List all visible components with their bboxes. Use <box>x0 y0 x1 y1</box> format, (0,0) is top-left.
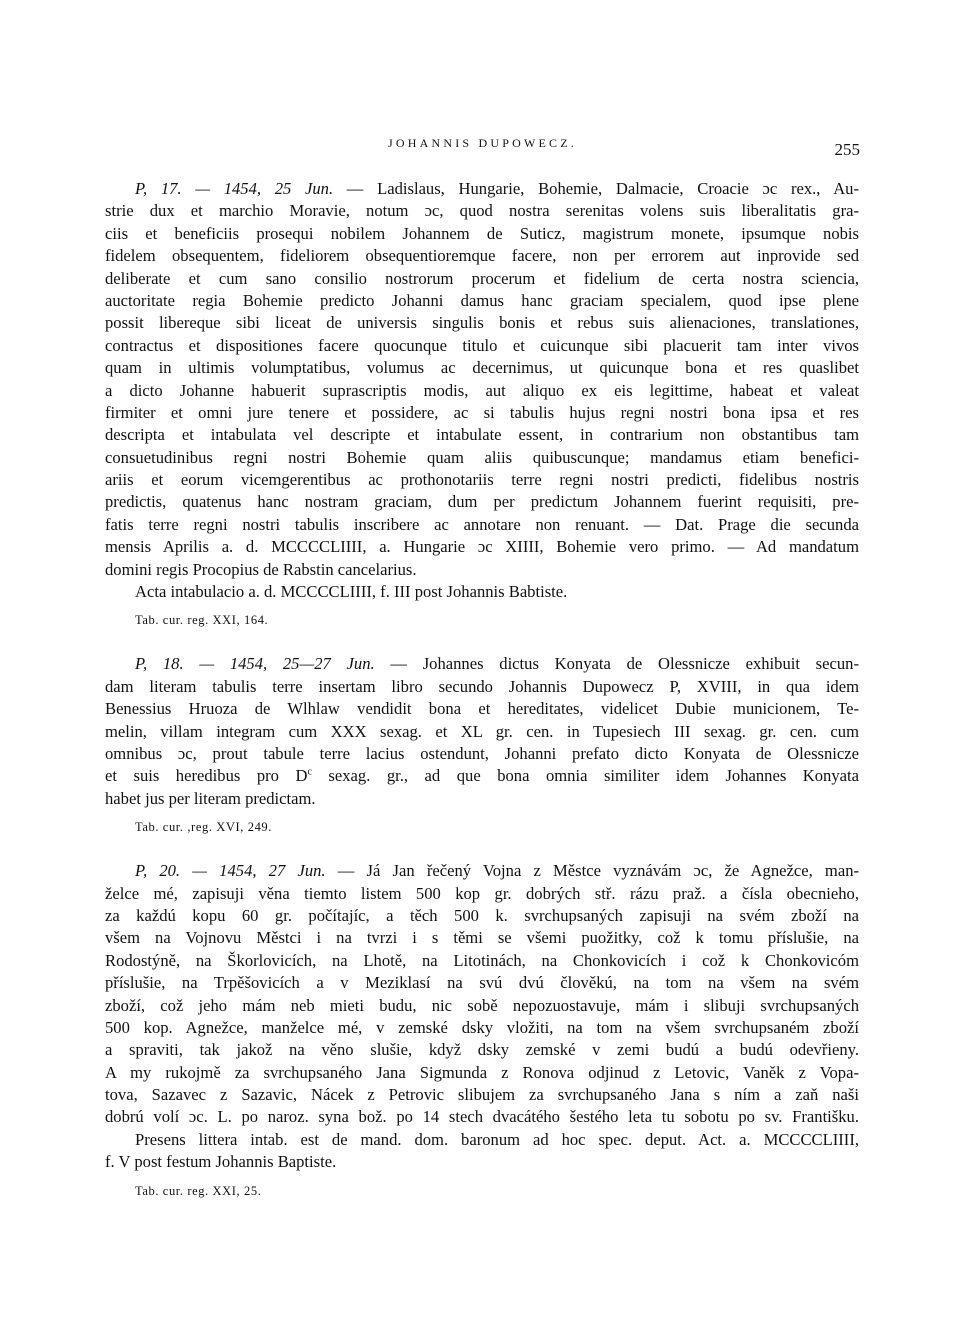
page-header <box>105 132 860 164</box>
text-block <box>105 178 859 1202</box>
text-line: contractus et dispositiones facere quocunque titulo et cuicunque sibi placuerit tam inter vivos <box>105 335 859 355</box>
text-line: příslušie, na Trpěšovicích a v Meziklasí na svú dvú člověkú, na tom na všem na svém <box>105 973 859 993</box>
text-line: predictis, quatenus hanc nostram graciam, dum per predictum Johannem fuerint requisiti, pre- <box>105 492 859 512</box>
text-line: ariis et eorum vicemgerentibus ac prothonotariis terre regni nostri predicti, fidelibus nostris <box>105 470 859 490</box>
text-line: melin, villam integram cum XXX sexag. et XL gr. cen. in Tupesiech III sexag. gr. cen. cum <box>105 721 859 741</box>
text-line: zboží, což jeho mám neb mieti budu, nic sobě nepozuostavuje, mám i slibuji svrchupsaných <box>105 995 859 1015</box>
text-line: ciis et beneficiis prosequi nobilem Johannem de Suticz, magistrum monete, ipsumque nobis <box>105 223 859 243</box>
source-citation: Tab. cur. ,reg. XVI, 249. <box>135 820 273 835</box>
entry-p18 <box>105 653 859 838</box>
text-line: fidelem obsequentem, fideliorem obsequentioremque facere, non per errorem aut inprovide sed <box>105 246 859 266</box>
text-line: Benessius Hruoza de Wlhlaw vendidit bona et hereditates, videlicet Dubie municionem, Te- <box>105 699 859 719</box>
text-line: A my rukojmě za svrchupsaného Jana Sigmunda z Ronova odjinud z Letovic, Vaněk z Vopa- <box>105 1062 859 1082</box>
entry-note: Acta intabulacio a. d. MCCCCLIIII, f. III post Johannis Babtiste. <box>135 582 568 602</box>
source-citation: Tab. cur. reg. XXI, 25. <box>135 1183 262 1198</box>
text-line: a spraviti, tak jakož na věno slušie, když dsky zemské v zemi budú a budú odevřieny. <box>105 1040 859 1060</box>
source-citation: Tab. cur. reg. XXI, 164. <box>135 613 269 628</box>
entry-lead: P, 20. — 1454, 27 Jun. <box>135 861 326 881</box>
text-line: deliberate et cum sano consilio nostrorum procerum et fidelium de certa nostra sciencia, <box>105 268 859 288</box>
text-line: auctoritate regia Bohemie predicto Johanni damus hanc graciam specialem, quod ipse plene <box>105 290 859 310</box>
text-line: domini regis Procopius de Rabstin cancelarius. <box>105 559 417 579</box>
text-line: consuetudinibus regni nostri Bohemie quam aliis quibuscunque; mandamus etiam benefici- <box>105 447 859 467</box>
text-line: za každú kopu 60 gr. počítajíc, a těch 500 k. svrchupsaných zapisuji na svém zboží na <box>105 905 859 925</box>
text-line: dam literam tabulis terre insertam libro secundo Johannis Dupowecz P, XVIII, in qua idem <box>105 676 859 696</box>
text-line: habet jus per literam predictam. <box>105 788 316 808</box>
text-line: omnibus ɔc, prout tabule terre lacius ostendunt, Johanni prefato dicto Konyata de Olessnicze <box>105 743 859 763</box>
text-line: všem na Vojnovu Městci i na tvrzi i s těmi se všemi puožitky, což k tomu příslušie, na <box>105 928 859 948</box>
entry-note: f. V post festum Johannis Baptiste. <box>105 1152 337 1172</box>
page-number: 255 <box>834 140 860 159</box>
text-line: possit libereque sibi liceat de universis singulis bonis et rebus suis alienaciones, translationes, <box>105 313 859 333</box>
running-title: JOHANNIS DUPOWECZ. <box>388 136 577 150</box>
text-line: firmiter et omni jure tenere et possidere, ac si tabulis hujus regni nostri bona ipsa et res <box>105 402 859 422</box>
text-line: P, 17. — 1454, 25 Jun. — Ladislaus, Hungarie, Bohemie, Dalmacie, Croacie ɔc rex., Au- <box>135 179 860 198</box>
text-line: strie dux et marchio Moravie, notum ɔc, quod nostra serenitas volens suis liberalitatis gra- <box>105 201 859 221</box>
entry-p20 <box>105 860 859 1201</box>
text-line: fatis terre regni nostri tabulis inscribere ac annotare non renuant. — Dat. Prage die secunda <box>105 514 859 534</box>
text-line: descripta et intabulata vel descripte et intabulate essent, in contrarium non obstantibus tam <box>105 425 859 445</box>
text-line: tova, Sazavec z Sazavic, Nácek z Petrovic slibujem za svrchupsaného Jana s ním a zaň naši <box>105 1085 859 1105</box>
text-line: a dicto Johanne habuerit suprascriptis modis, aut aliquo ex eis legittime, habeat et valeat <box>105 380 859 400</box>
superscript: c <box>307 766 312 778</box>
entry-lead: P, 17. — 1454, 25 Jun. <box>135 179 334 198</box>
text-line: P, 18. — 1454, 25—27 Jun. — Johannes dictus Konyata de Olessnicze exhibuit secun- <box>135 654 859 674</box>
entry-p17 <box>105 178 859 631</box>
text-line: želce mé, zapisuji věna tiemto listem 500 kop gr. dobrých stř. rázu praž. a čísla obecnieho, <box>105 883 859 903</box>
text-line: dobrú volí ɔc. L. po naroz. syna bož. po 14 stech dvacátého šestého leta tu sobotu po sv. Františku. <box>105 1107 859 1127</box>
text-line: et suis heredibus pro $D^c$ sexag. gr., ad que bona omnia similiter idem Johannes Konyata <box>105 766 859 786</box>
text-line: P, 20. — 1454, 27 Jun. — Já Jan řečený Vojna z Městce vyznávám ɔc, že Agnežce, man- <box>135 861 860 881</box>
text-line: quam in ultimis volumptatibus, volumus ac decernimus, ut quicunque bona et res quaslibet <box>105 358 859 378</box>
text-line: Rodostýně, na Škorlovicích, na Lhotě, na Litotinách, na Chonkovicích i což k Chonkovicóm <box>105 950 859 970</box>
entry-note: Presens littera intab. est de mand. dom. baronum ad hoc spec. deput. Act. a. MCCCCLIIII, <box>135 1129 859 1149</box>
text-line: 500 kop. Agnežce, manželce mé, v zemské dsky vložiti, na tom na všem svrchupsaném zboží <box>105 1017 859 1037</box>
entry-lead: P, 18. — 1454, 25—27 Jun. <box>135 654 375 674</box>
text-line: mensis Aprilis a. d. MCCCCLIIII, a. Hungarie ɔc XIIII, Bohemie vero primo. — Ad mandatum <box>105 537 859 557</box>
